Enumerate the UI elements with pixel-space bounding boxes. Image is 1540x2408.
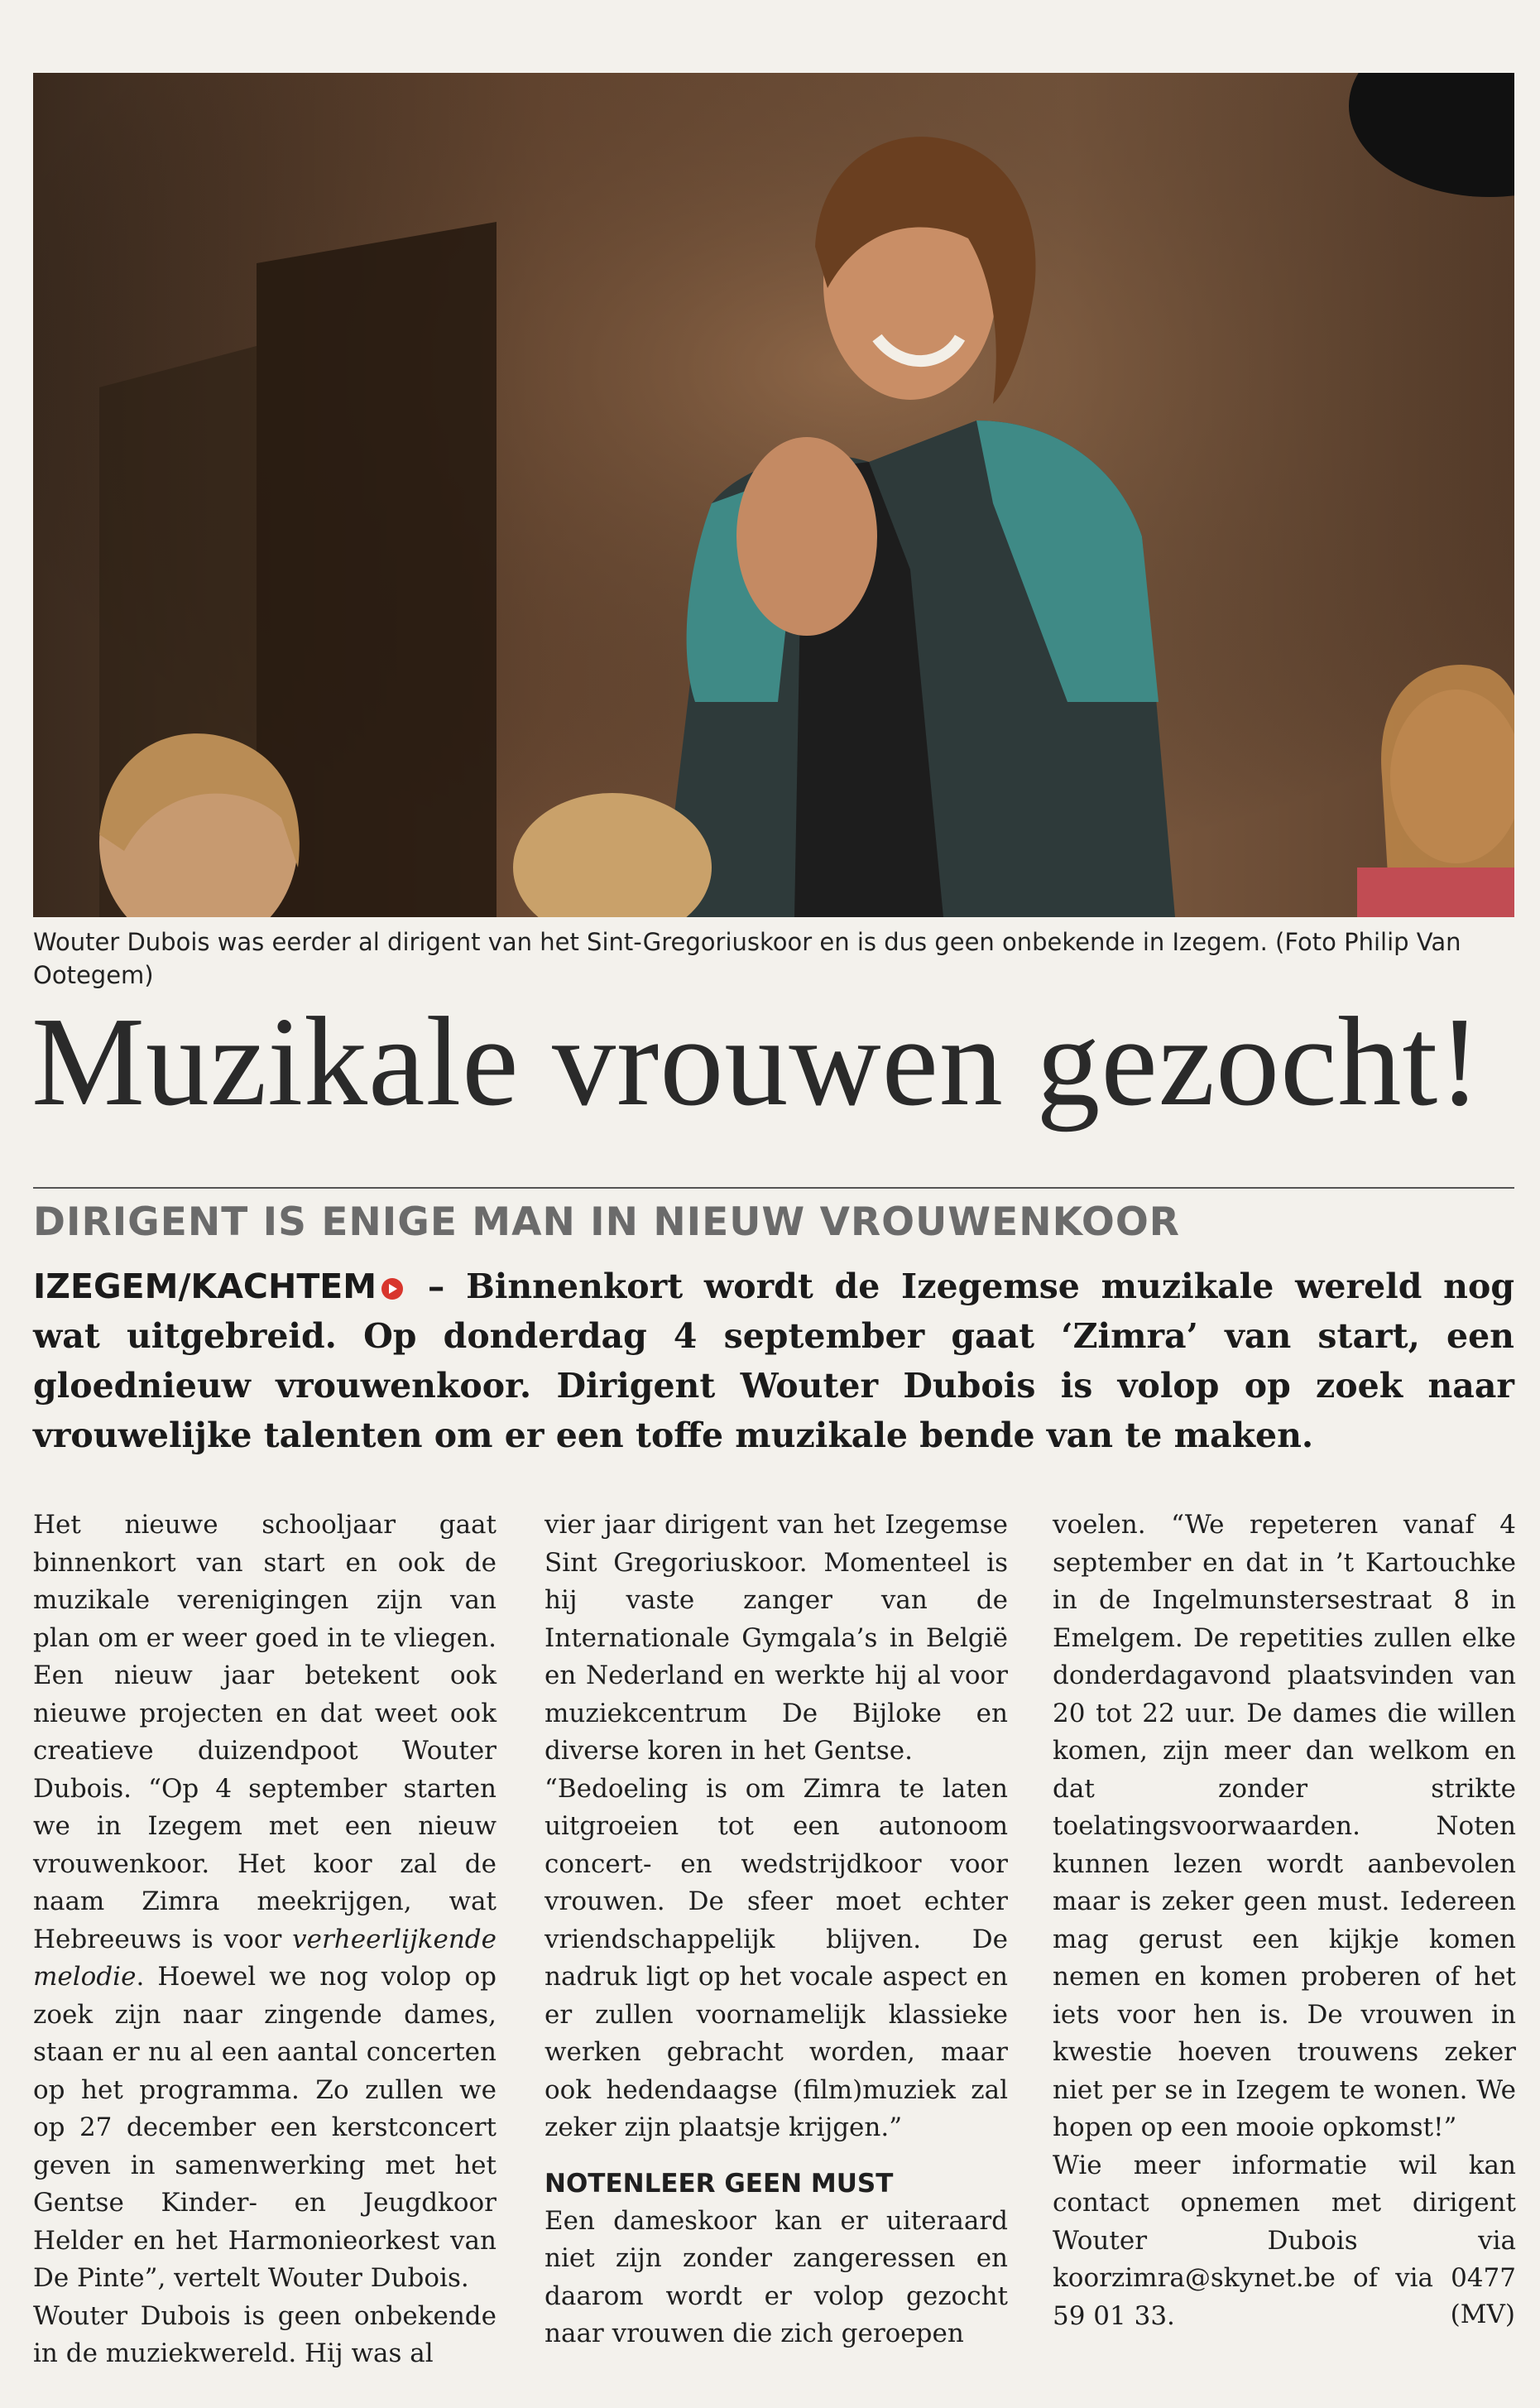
- byline: (MV): [1450, 2300, 1515, 2329]
- photo-caption: Wouter Dubois was eerder al dirigent van het Sint-Gregoriuskoor en is dus geen onbekende in Izegem. (Foto Philip Van Ootegem): [33, 928, 1461, 989]
- body-paragraph: [33, 1507, 497, 2298]
- body-text: . Hoewel we nog volop op zoek zijn naar zingende dames, staan er nu al een aantal concerten op het programma. Zo zullen we op 27 december een kerstconcert geven in samenwerking met het Gentse Kinder- en Jeugdkoor Helder en het Harmonieorkest van De Pinte”, vertelt Wouter Dubois.: [33, 1962, 497, 2293]
- body-paragraph: Wouter Dubois is geen onbekende in de muziekwereld. Hij was al: [33, 2300, 497, 2368]
- dateline: IZEGEM/KACHTEM: [33, 1266, 377, 1306]
- body-emphasis: verheerlijkende melodie: [33, 1924, 497, 1992]
- body-paragraph: Een dameskoor kan er uiteraard niet zijn zonder zangeressen en daarom wordt er volop gezocht naar vrouwen die zich geroepen: [545, 2205, 1008, 2348]
- body-column-3: [1053, 1507, 1516, 2335]
- body-paragraph: Wie meer informatie wil kan contact opnemen met dirigent Wouter Dubois via koorzimra@skynet.be of via 0477 59 01 33.: [1053, 2150, 1516, 2331]
- headline: Muzikale vrouwen gezocht!: [31, 992, 1482, 1132]
- body-text: Het nieuwe schooljaar gaat binnenkort van start en ook de muzikale verenigingen zijn van plan om er weer goed in te vliegen. Een nieuw jaar betekent ook nieuwe projecten en dat weet ook creatieve duizendpoot Wouter Dubois. “Op 4 september starten we in Izegem met een nieuw vrouwenkoor. Het koor zal de naam Zimra meekrijgen, wat Hebreeuws is voor: [33, 1510, 497, 1954]
- body-column-2: [545, 1507, 1008, 2353]
- headline-divider: [33, 1187, 1514, 1189]
- crosshead: NOTENLEER GEEN MUST: [545, 2168, 894, 2199]
- lead-text: – Binnenkort wordt de Izegemse muzikale wereld nog wat uitgebreid. Op donderdag 4 september gaat ‘Zimra’ van start, een gloednieuw vrouwenkoor. Dirigent Wouter Dubois is volop op zoek naar vrouwelijke talenten om er een toffe muzikale bende van te maken.: [33, 1266, 1514, 1455]
- play-circle-icon: [381, 1278, 403, 1300]
- article-photo: [33, 73, 1514, 917]
- body-paragraph: voelen. “We repeteren vanaf 4 september en dat in ’t Kartouchke in de Ingelmunstersestraat 8 in Emelgem. De repetities zullen elke donderdagavond plaatsvinden van 20 tot 22 uur. De dames die willen komen, zijn meer dan welkom en dat zonder strikte toelatingsvoorwaarden. Noten kunnen lezen wordt aanbevolen maar is zeker geen must. Iedereen mag gerust een kijkje komen nemen en komen proberen of het iets voor hen is. De vrouwen in kwestie hoeven trouwens zeker niet per se in Izegem te wonen. We hopen op een mooie opkomst!”: [1053, 1510, 1516, 2142]
- photo-conductor-applauding: [33, 73, 1514, 917]
- lead-paragraph: [33, 1262, 1514, 1460]
- body-column-1: [33, 1507, 497, 2373]
- body-paragraph: vier jaar dirigent van het Izegemse Sint Gregoriuskoor. Momenteel is hij vaste zanger van de Internationale Gymgala’s in België en Nederland en werkte hij al voor muziekcentrum De Bijloke en diverse koren in het Gentse.: [545, 1510, 1008, 1766]
- subheadline: DIRIGENT IS ENIGE MAN IN NIEUW VROUWENKOOR: [33, 1199, 1180, 1245]
- body-paragraph: “Bedoeling is om Zimra te laten uitgroeien tot een autonoom concert- en wedstrijdkoor voor vrouwen. De sfeer moet echter vriendschappelijk blijven. De nadruk ligt op het vocale aspect en er zullen voornamelijk klassieke werken gebracht worden, maar ook hedendaagse (film)muziek zal zeker zijn plaatsje krijgen.”: [545, 1773, 1008, 2142]
